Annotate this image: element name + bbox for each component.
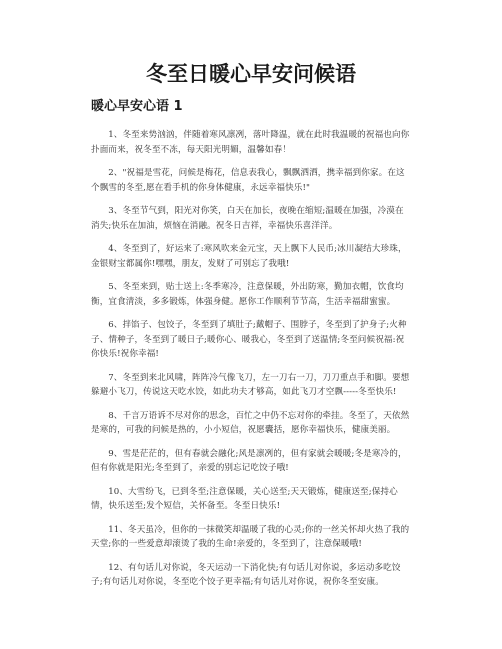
paragraph: 5、冬至来到，贴士送上:冬季寒冷，注意保暖，外出防寒，勤加衣帽，饮食均衡，宜食清淡，多多锻炼，体强身健。愿你工作顺利节节高，生活幸福甜蜜蜜。: [91, 282, 404, 307]
paragraph: 9、雪是茫茫的，但有春就会融化;风是凛冽的，但有家就会暖暖;冬是寒冷的，但有你就是阳光;冬至到了，亲爱的别忘记吃饺子哦!: [91, 448, 407, 473]
section-title: 暖心早安心语 1: [91, 99, 183, 114]
paragraph: 10、大雪纷飞，已到冬至;注意保暖，关心送至;天天锻炼，健康送至;保持心情，快乐送至;发个短信，关怀备至。冬至日快乐!: [91, 486, 398, 511]
paragraph-list: [91, 128, 411, 599]
paragraph: 8、千言万语诉不尽对你的思念，百忙之中仍不忘对你的牵挂。冬至了，天依然是寒的，可我的问候是热的，小小短信，祝愿囊括，愿你幸福快乐，健康美丽。: [91, 410, 410, 435]
paragraph: 2、"祝福是雪花，问候是梅花，信息表我心，飘飘洒洒，携幸福到你家。在这个飘雪的冬至,愿在看手机的你身体健康，永远幸福快乐!": [91, 168, 405, 193]
paragraph: 7、冬至到来北风啸，阵阵冷气像飞刀，左一刀右一刀，刀刀重点手和脚。要想躲避小飞刀，传说这天吃水饺，如此功夫才够高，如此飞刀才空飘-----冬至快乐!: [91, 372, 410, 397]
paragraph: 12、有句话儿对你说，冬天运动一下消化快;有句话儿对你说，多运动多吃饺子;有句话儿对你说，冬至吃个饺子更幸福;有句话儿对你说，祝你冬至安康。: [91, 562, 401, 587]
document-title: 冬至日暖心早安问候语: [146, 62, 356, 86]
paragraph: 3、冬至节气到，阳光对你笑，白天在加长，夜晚在缩短;温暖在加强，冷漠在消失;快乐在加油，烦恼在消融。祝冬日吉祥，幸福快乐喜洋洋。: [91, 206, 404, 231]
paragraph: 6、拌馅子、包饺子，冬至到了填肚子;戴帽子、围脖子，冬至到了护身子;火种子、情种子，冬至到了暖日子;暖你心、暖我心，冬至到了送温情;冬至问候祝福:祝你快乐!祝你幸福!: [91, 320, 407, 359]
paragraph: 11、冬天虽冷，但你的一抹微笑却温暖了我的心灵;你的一丝关怀却火热了我的天堂;你的一些爱意却滚烫了我的生命!亲爱的，冬至到了，注意保暖哦!: [91, 524, 410, 549]
paragraph: 4、冬至到了，好运来了:寒风吹来金元宝，天上飘下人民币;冰川凝结大珍珠，金银财宝都属你!嘿嘿，朋友，发财了可别忘了我哦!: [91, 244, 407, 269]
paragraph: 1、冬至来势汹汹，伴随着寒风凛冽，落叶降温，就在此时我温暖的祝福也向你扑面而来，祝冬至不冻，每天阳光明媚，温馨如春！: [91, 130, 410, 155]
